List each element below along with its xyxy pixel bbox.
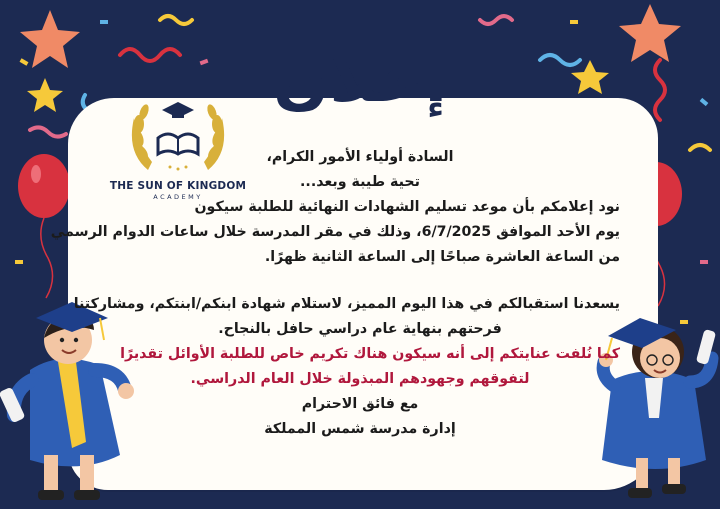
paragraph-line: من الساعة العاشرة صباحًا إلى الساعة الثانية ظهرًا.: [264, 249, 620, 265]
logo-subtitle: ACADEMY: [153, 193, 203, 201]
signature: إدارة مدرسة شمس المملكة: [264, 421, 456, 437]
paragraph-line: يوم الأحد الموافق 6/7/2025، وذلك في مقر المدرسة خلال ساعات الدوام الرسمي: [50, 224, 620, 240]
greeting: السادة أولياء الأمور الكرام،: [266, 149, 454, 165]
salutation: تحية طيبة وبعد...: [300, 174, 420, 190]
paragraph-gap: [100, 270, 620, 292]
paragraph-line: فرحتهم بنهاية عام دراسي حافل بالنجاح.: [218, 321, 502, 337]
highlight-line: لتفوقهم وجهودهم المبذولة خلال العام الدراسي.: [190, 371, 530, 387]
highlight-line: كما نُلفت عنايتكم إلى أنه سيكون هناك تكريم خاص للطلبة الأوائل تقديرًا: [120, 346, 620, 362]
logo-name: THE SUN OF KINGDOM: [109, 180, 247, 192]
paragraph-line: نود إعلامكم بأن موعد تسليم الشهادات النهائية للطلبة سيكون: [194, 199, 620, 215]
page-title: إعلان: [272, 40, 448, 117]
announcement-body: [50, 145, 620, 442]
paragraph-line: يسعدنا استقبالكم في هذا اليوم المميز، لاستلام شهادة ابنكم/ابنتكم، ومشاركتنا: [73, 296, 620, 312]
closing: مع فائق الاحترام: [301, 396, 419, 412]
